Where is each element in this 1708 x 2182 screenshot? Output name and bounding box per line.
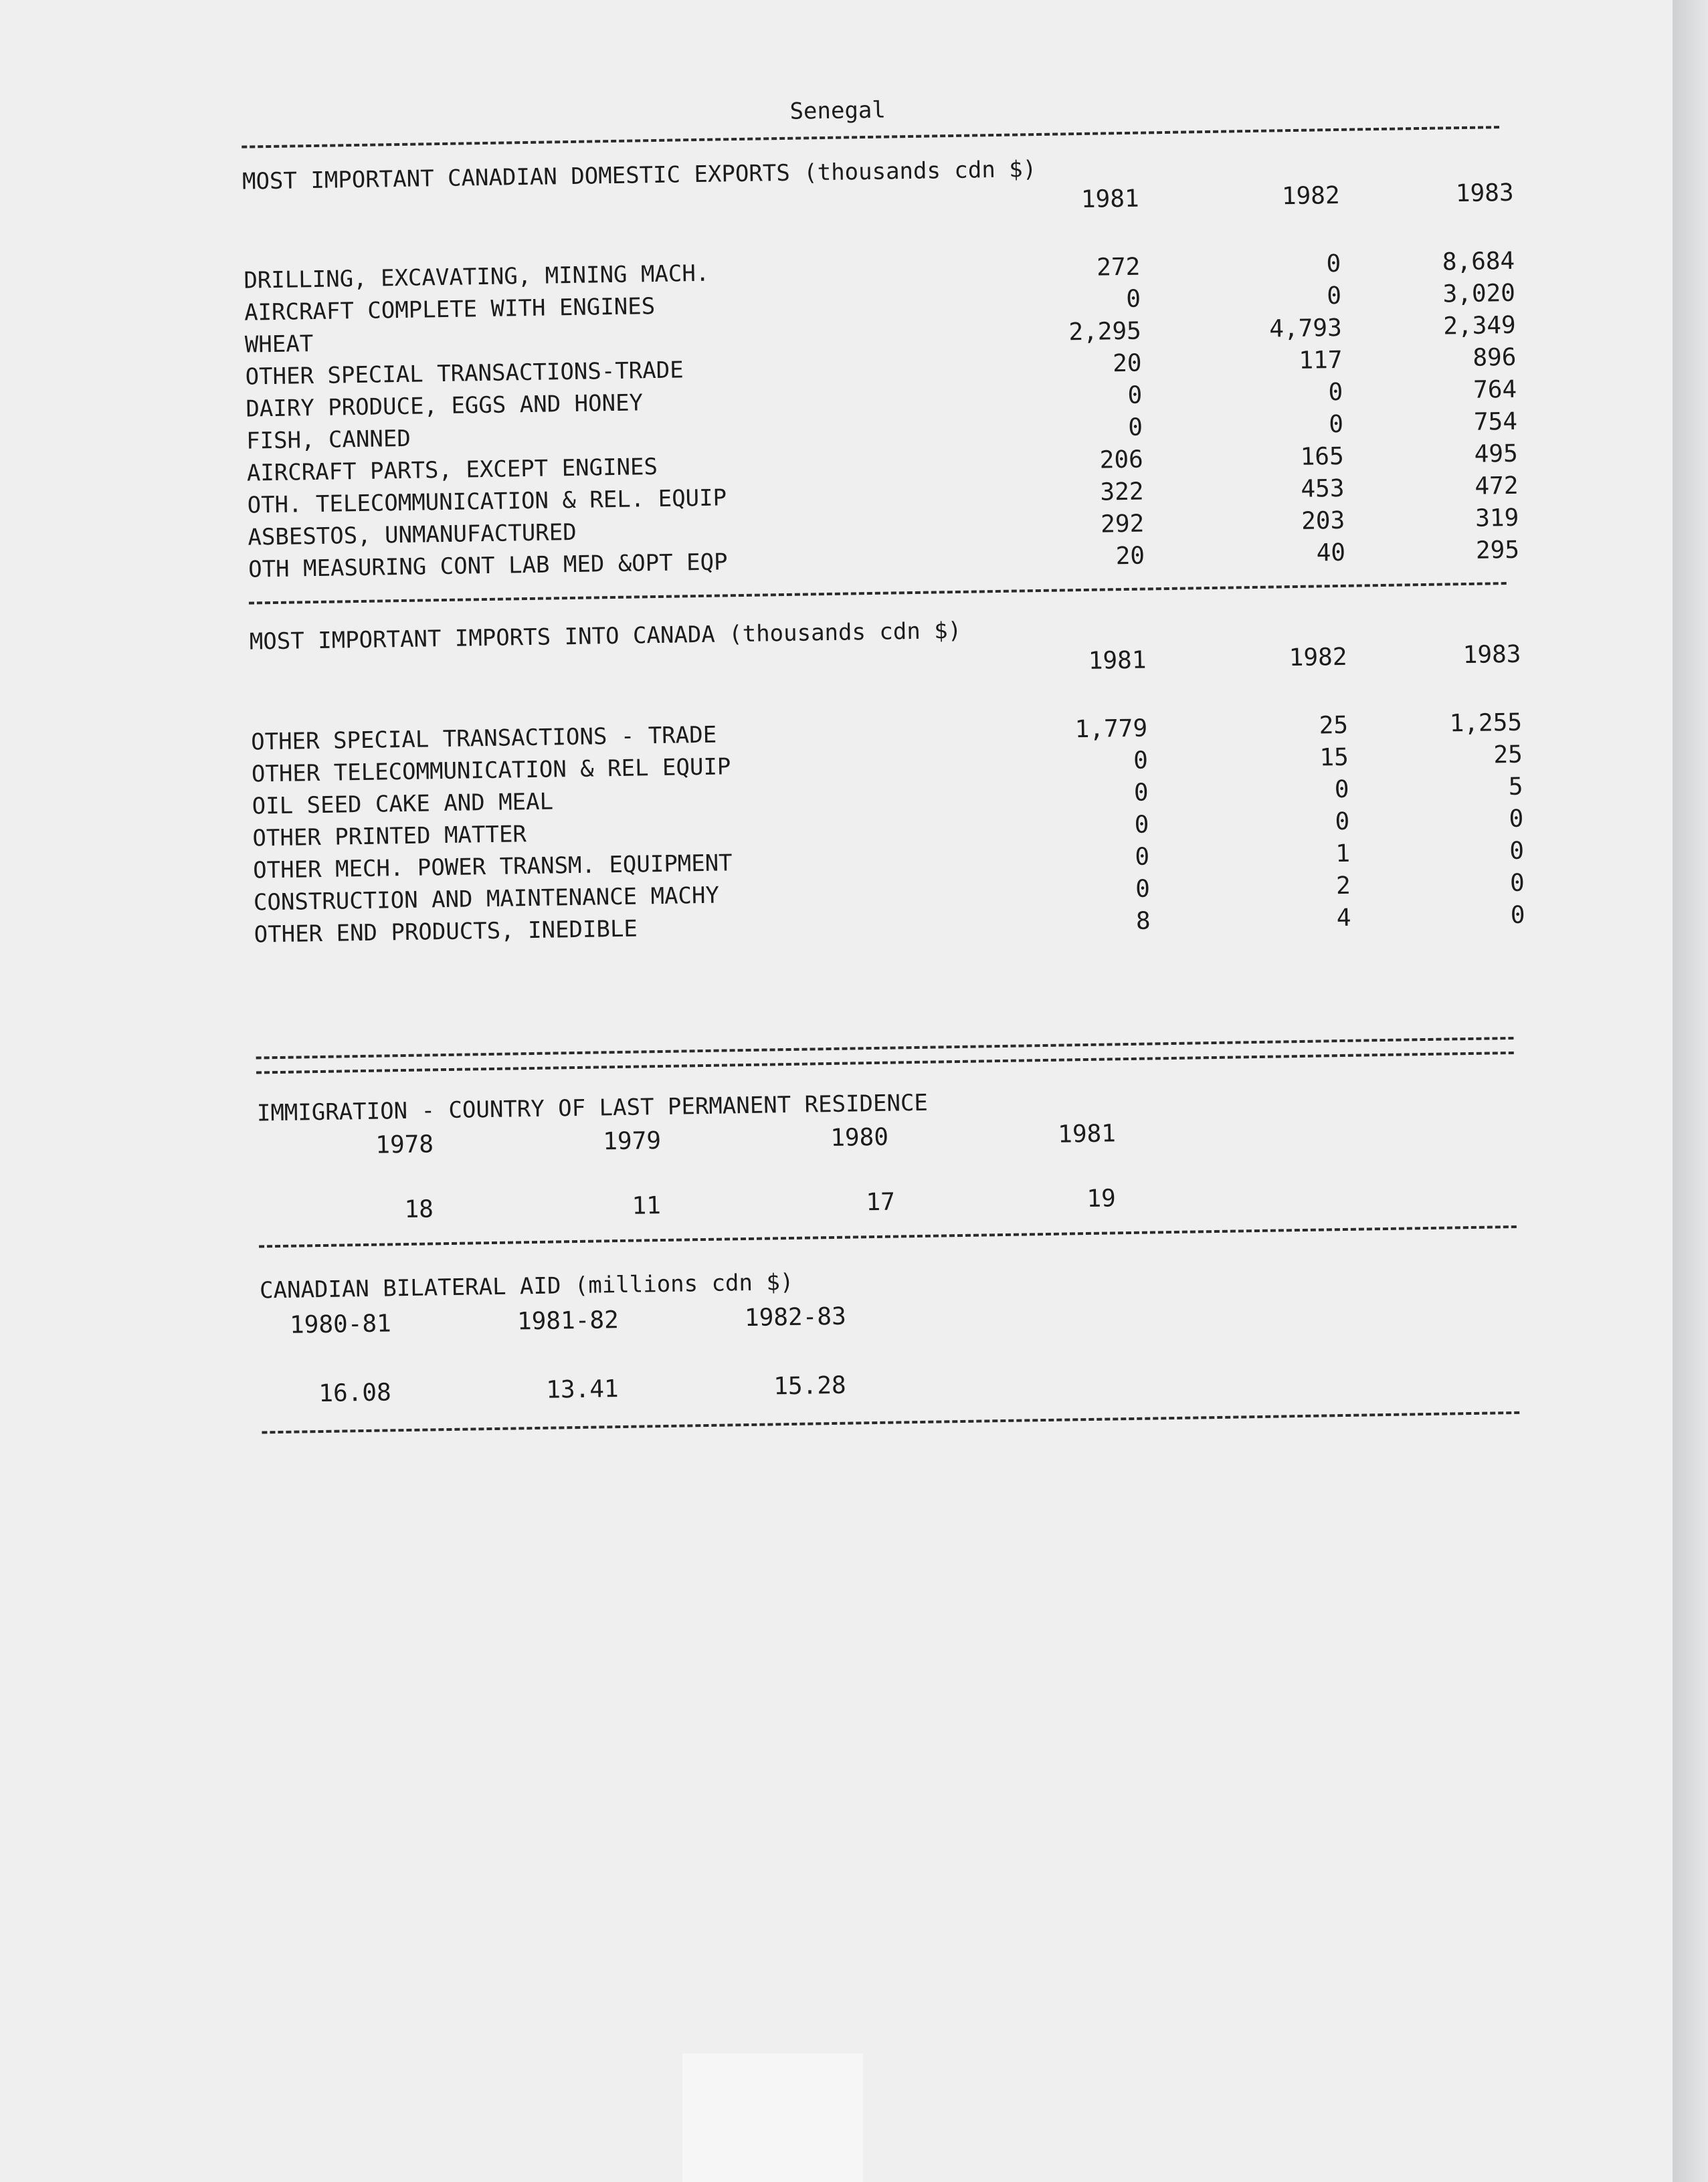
value-1982: 25 bbox=[1319, 711, 1349, 740]
aid-year: 1980-81 bbox=[289, 1310, 392, 1339]
immigration-year: 1979 bbox=[602, 1127, 662, 1156]
row-label: AIRCRAFT COMPLETE WITH ENGINES bbox=[244, 293, 656, 326]
row-label: FISH, CANNED bbox=[246, 425, 411, 455]
value-1981: 1,779 bbox=[1074, 714, 1148, 744]
imports-year-2: 1982 bbox=[1289, 643, 1347, 672]
page-title: Senegal bbox=[789, 96, 886, 125]
row-label: OTH MEASURING CONT LAB MED &OPT EQP bbox=[248, 549, 728, 583]
value-1981: 322 bbox=[1100, 478, 1144, 506]
row-label: OTHER PRINTED MATTER bbox=[252, 821, 527, 852]
imports-heading: MOST IMPORTANT IMPORTS INTO CANADA (thousands cdn $) bbox=[249, 617, 962, 656]
value-1982: 0 bbox=[1328, 410, 1344, 439]
immigration-year: 1981 bbox=[1057, 1120, 1117, 1149]
value-1981: 0 bbox=[1127, 381, 1143, 409]
value-1982: 40 bbox=[1316, 538, 1346, 567]
immigration-heading: IMMIGRATION - COUNTRY OF LAST PERMANENT RESIDENCE bbox=[256, 1089, 929, 1127]
value-1981: 0 bbox=[1128, 413, 1143, 441]
exports-year-3: 1983 bbox=[1455, 179, 1514, 208]
value-1982: 0 bbox=[1326, 250, 1341, 278]
value-1981: 0 bbox=[1133, 747, 1149, 775]
section-divider bbox=[249, 582, 1507, 605]
aid-value: 13.41 bbox=[545, 1375, 619, 1404]
value-1982: 117 bbox=[1299, 346, 1343, 375]
imports-year-1: 1981 bbox=[1088, 646, 1147, 675]
value-1983: 1,255 bbox=[1449, 708, 1523, 738]
value-1983: 295 bbox=[1475, 536, 1520, 565]
row-label: DAIRY PRODUCE, EGGS AND HONEY bbox=[246, 389, 644, 423]
value-1982: 0 bbox=[1334, 775, 1349, 804]
value-1983: 25 bbox=[1493, 740, 1523, 769]
immigration-value: 11 bbox=[632, 1192, 662, 1220]
aid-value: 15.28 bbox=[773, 1371, 846, 1401]
value-1981: 0 bbox=[1125, 285, 1141, 313]
immigration-year: 1978 bbox=[375, 1130, 434, 1159]
value-1983: 0 bbox=[1509, 869, 1525, 898]
imports-year-3: 1983 bbox=[1462, 640, 1521, 670]
value-1983: 319 bbox=[1475, 504, 1519, 532]
value-1981: 272 bbox=[1096, 253, 1141, 282]
section-divider bbox=[242, 126, 1499, 148]
value-1981: 2,295 bbox=[1068, 317, 1142, 346]
value-1981: 20 bbox=[1115, 542, 1145, 571]
value-1982: 2 bbox=[1335, 872, 1351, 900]
value-1982: 203 bbox=[1301, 506, 1345, 535]
row-label: OTHER MECH. POWER TRANSM. EQUIPMENT bbox=[252, 850, 733, 884]
row-label: OTHER END PRODUCTS, INEDIBLE bbox=[254, 915, 638, 949]
value-1981: 0 bbox=[1134, 811, 1149, 839]
value-1981: 0 bbox=[1135, 875, 1151, 903]
row-label: OTHER SPECIAL TRANSACTIONS - TRADE bbox=[250, 721, 717, 756]
section-divider bbox=[259, 1225, 1517, 1248]
immigration-value: 18 bbox=[404, 1195, 434, 1224]
aid-year: 1981-82 bbox=[516, 1306, 620, 1336]
row-label: OTHER SPECIAL TRANSACTIONS-TRADE bbox=[245, 357, 684, 391]
exports-year-1: 1981 bbox=[1080, 185, 1139, 213]
section-divider bbox=[262, 1411, 1519, 1434]
value-1981: 206 bbox=[1099, 445, 1144, 474]
value-1983: 754 bbox=[1473, 407, 1518, 436]
immigration-year: 1980 bbox=[830, 1123, 889, 1153]
value-1983: 8,684 bbox=[1442, 247, 1515, 276]
value-1982: 0 bbox=[1328, 378, 1343, 407]
immigration-value: 19 bbox=[1086, 1185, 1117, 1213]
value-1983: 5 bbox=[1508, 773, 1523, 801]
row-label: WHEAT bbox=[244, 330, 314, 359]
value-1981: 0 bbox=[1133, 779, 1149, 807]
page-edge bbox=[1673, 0, 1708, 2182]
aid-year: 1982-83 bbox=[744, 1302, 847, 1332]
row-label: CONSTRUCTION AND MAINTENANCE MACHY bbox=[253, 882, 720, 916]
value-1982: 165 bbox=[1300, 442, 1345, 471]
value-1983: 0 bbox=[1509, 805, 1524, 833]
row-label: OTH. TELECOMMUNICATION & REL. EQUIP bbox=[247, 484, 727, 519]
value-1982: 4 bbox=[1336, 904, 1351, 932]
row-label: OTHER TELECOMMUNICATION & REL EQUIP bbox=[251, 753, 731, 788]
exports-heading: MOST IMPORTANT CANADIAN DOMESTIC EXPORTS (thousands cdn $) bbox=[242, 156, 1037, 195]
value-1982: 453 bbox=[1301, 474, 1345, 503]
immigration-value: 17 bbox=[866, 1188, 896, 1217]
row-label: AIRCRAFT PARTS, EXCEPT ENGINES bbox=[246, 453, 658, 487]
report-content bbox=[227, 74, 1525, 1408]
value-1983: 2,349 bbox=[1442, 311, 1516, 340]
value-1983: 896 bbox=[1473, 343, 1517, 372]
value-1982: 0 bbox=[1326, 282, 1342, 310]
row-label: DRILLING, EXCAVATING, MINING MACH. bbox=[244, 260, 710, 294]
value-1983: 472 bbox=[1475, 472, 1519, 500]
exports-year-2: 1982 bbox=[1281, 181, 1340, 211]
value-1981: 20 bbox=[1112, 349, 1142, 378]
value-1981: 8 bbox=[1135, 907, 1151, 935]
value-1983: 495 bbox=[1474, 439, 1519, 468]
row-label: ASBESTOS, UNMANUFACTURED bbox=[248, 518, 577, 551]
aid-heading: CANADIAN BILATERAL AID (millions cdn $) bbox=[259, 1268, 794, 1304]
value-1983: 0 bbox=[1509, 837, 1525, 866]
value-1982: 15 bbox=[1319, 743, 1349, 772]
row-label: OIL SEED CAKE AND MEAL bbox=[252, 788, 554, 820]
paper-tab bbox=[682, 2054, 863, 2182]
value-1982: 0 bbox=[1335, 807, 1350, 836]
value-1983: 3,020 bbox=[1442, 279, 1516, 308]
value-1981: 292 bbox=[1100, 510, 1145, 538]
value-1983: 0 bbox=[1510, 901, 1525, 930]
value-1983: 764 bbox=[1473, 375, 1517, 404]
aid-value: 16.08 bbox=[318, 1379, 392, 1408]
value-1982: 1 bbox=[1335, 839, 1351, 868]
value-1982: 4,793 bbox=[1269, 314, 1343, 343]
value-1981: 0 bbox=[1135, 843, 1150, 871]
